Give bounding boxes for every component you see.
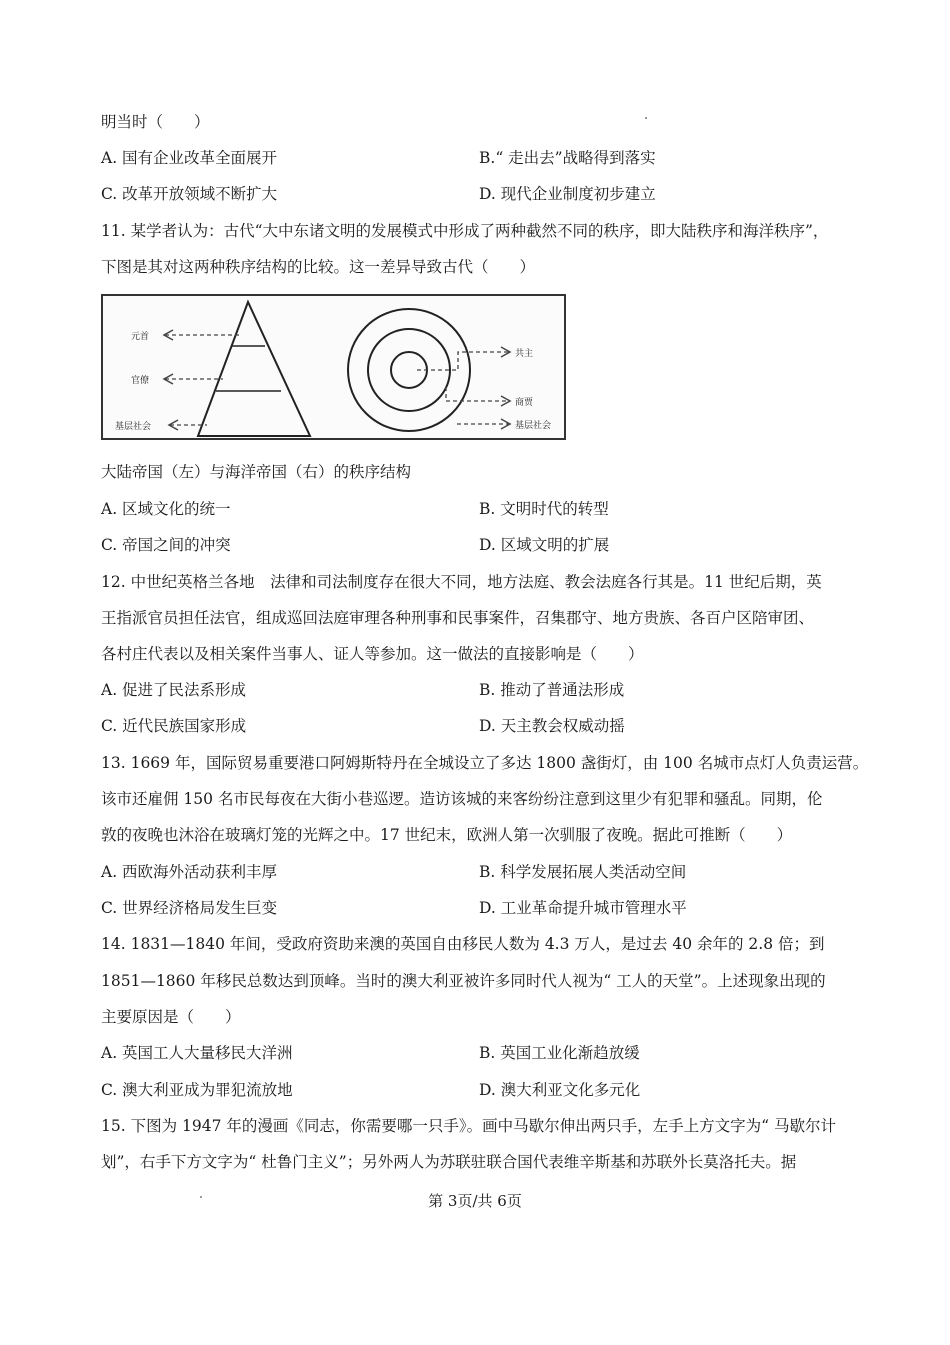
- q13-stem-line-1: 13. 1669 年，国际贸易重要港口阿姆斯特丹在全城设立了多达 1800 盏街灯，由 100 名城市点灯人负责运营。: [101, 754, 869, 772]
- left-label-head: 元首: [131, 332, 150, 342]
- q12-stem-line-1: 12. 中世纪英格兰各地 法律和司法制度存在很大不同，地方法庭、教会法庭各行其是。11 世纪后期，英: [101, 573, 822, 591]
- right-label-grassroots: 基层社会: [515, 421, 552, 431]
- figure-border: [102, 295, 565, 439]
- q13-option-a: A. 西欧海外活动获利丰厚: [101, 863, 278, 881]
- q13-stem-line-3: 敦的夜晚也沐浴在玻璃灯笼的光辉之中。17 世纪末，欧洲人第一次驯服了夜晚。据此可推断（ ）: [101, 826, 793, 844]
- q11-option-a: A. 区域文化的统一: [101, 500, 231, 518]
- q14-option-b: B. 英国工业化渐趋放缓: [479, 1044, 640, 1062]
- q13-option-b: B. 科学发展拓展人类活动空间: [479, 863, 687, 881]
- q11-option-b: B. 文明时代的转型: [479, 500, 609, 518]
- q10-option-a: A. 国有企业改革全面展开: [101, 149, 278, 167]
- left-label-grassroots: 基层社会: [115, 422, 152, 432]
- q10-option-d: D. 现代企业制度初步建立: [479, 185, 656, 203]
- q13-stem-line-2: 该市还雇佣 150 名市民每夜在大街小巷巡逻。造访该城的来客纷纷注意到这里少有犯罪和骚乱。同期，伦: [101, 790, 823, 808]
- q10-option-c: C. 改革开放领域不断扩大: [101, 185, 278, 203]
- scan-speck: [645, 117, 647, 119]
- figure-caption: 大陆帝国（左）与海洋帝国（右）的秩序结构: [101, 463, 412, 481]
- q12-stem-line-3: 各村庄代表以及相关案件当事人、证人等参加。这一做法的直接影响是（ ）: [101, 645, 644, 663]
- q11-option-c: C. 帝国之间的冲突: [101, 536, 231, 554]
- q13-option-c: C. 世界经济格局发生巨变: [101, 899, 278, 917]
- q14-option-d: D. 澳大利亚文化多元化: [479, 1081, 641, 1099]
- q12-option-d: D. 天主教会权威动摇: [479, 717, 625, 735]
- q11-stem-line-2: 下图是其对这两种秩序结构的比较。这一差异导致古代（ ）: [101, 258, 536, 276]
- left-label-officials: 官僚: [131, 376, 150, 386]
- page-footer: 第 3页/共 6页: [428, 1192, 522, 1210]
- q14-option-c: C. 澳大利亚成为罪犯流放地: [101, 1081, 293, 1099]
- q12-stem-line-2: 王指派官员担任法官，组成巡回法庭审理各种刑事和民事案件，召集郡守、地方贵族、各百户区陪审团、: [101, 609, 815, 627]
- order-structure-diagram: [101, 294, 566, 440]
- q14-option-a: A. 英国工人大量移民大洋洲: [101, 1044, 293, 1062]
- q15-stem-line-2: 划”，右手下方文字为“ 杜鲁门主义”；另外两人为苏联驻联合国代表维辛斯基和苏联外长莫洛托夫。据: [101, 1153, 797, 1171]
- q12-option-b: B. 推动了普通法形成: [479, 681, 625, 699]
- q11-option-d: D. 区域文明的扩展: [479, 536, 610, 554]
- order-structure-figure: [101, 294, 566, 440]
- q14-stem-line-3: 主要原因是（ ）: [101, 1008, 241, 1026]
- q13-option-d: D. 工业革命提升城市管理水平: [479, 899, 687, 917]
- q14-stem-line-1: 14. 1831—1840 年间，受政府资助来澳的英国自由移民人数为 4.3 万人，是过去 40 余年的 2.8 倍；到: [101, 935, 825, 953]
- q14-stem-line-2: 1851—1860 年移民总数达到顶峰。当时的澳大利亚被许多同时代人视为“ 工人的天堂”。上述现象出现的: [101, 972, 826, 990]
- q12-option-c: C. 近代民族国家形成: [101, 717, 247, 735]
- right-label-suzerain: 共主: [515, 349, 534, 359]
- q12-option-a: A. 促进了民法系形成: [101, 681, 247, 699]
- q15-stem-line-1: 15. 下图为 1947 年的漫画《同志，你需要哪一只手》。画中马歇尔伸出两只手，左手上方文字为“ 马歇尔计: [101, 1117, 836, 1135]
- q11-stem-line-1: 11. 某学者认为：古代“大中东诸文明的发展模式中形成了两种截然不同的秩序，即大陆秩序和海洋秩序”，: [101, 222, 829, 240]
- q10-option-b: B.“ 走出去”战略得到落实: [479, 149, 656, 167]
- q10-stem-tail: 明当时（ ）: [101, 113, 210, 131]
- right-label-merchants: 商贾: [515, 398, 534, 408]
